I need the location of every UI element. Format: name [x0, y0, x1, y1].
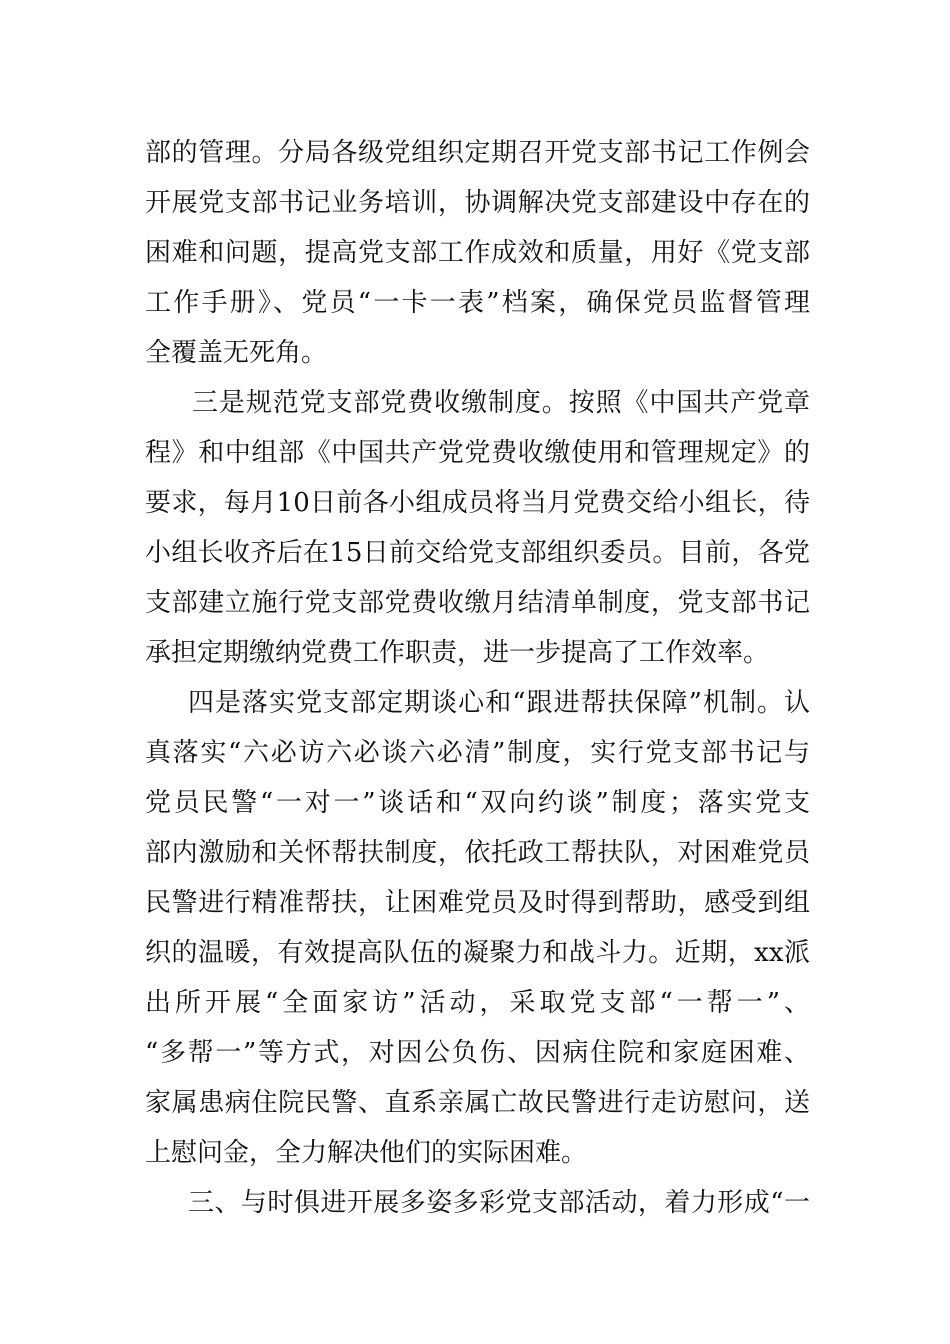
paragraph-start-line: 三是规范党支部党费收缴制度。按照《中国共产党章 — [192, 388, 810, 418]
text-line: 工作手册》、党员“一卡一表”档案，确保党员监督管理 — [145, 288, 810, 318]
text-line: 出所开展“全面家访”活动，采取党支部“一帮一”、 — [145, 988, 810, 1018]
text-line: 小组长收齐后在15日前交给党支部组织委员。目前，各党 — [145, 538, 810, 568]
text-line: 家属患病住院民警、直系亲属亡故民警进行走访慰问，送 — [145, 1088, 810, 1118]
paragraph-start-line: 四是落实党支部定期谈心和“跟进帮扶保障”机制。认 — [188, 688, 810, 718]
text-line: 支部建立施行党支部党费收缴月结清单制度，党支部书记 — [145, 588, 810, 618]
text-line: 部内激励和关怀帮扶制度，依托政工帮扶队，对困难党员 — [145, 838, 810, 868]
text-line: 程》和中组部《中国共产党党费收缴使用和管理规定》的 — [145, 438, 810, 468]
section-heading-line: 三、与时俱进开展多姿多彩党支部活动，着力形成“一 — [188, 1188, 810, 1218]
text-line: 全覆盖无死角。 — [145, 338, 328, 368]
text-line: 民警进行精准帮扶，让困难党员及时得到帮助，感受到组 — [145, 888, 810, 918]
text-line: 党员民警“一对一”谈话和“双向约谈”制度；落实党支 — [145, 788, 810, 818]
text-line: 织的温暖，有效提高队伍的凝聚力和战斗力。近期，xx派 — [145, 938, 810, 968]
text-line: 承担定期缴纳党费工作职责，进一步提高了工作效率。 — [145, 638, 770, 668]
text-line: 真落实“六必访六必谈六必清”制度，实行党支部书记与 — [145, 738, 810, 768]
text-line: 要求，每月10日前各小组成员将当月党费交给小组长，待 — [145, 488, 810, 518]
text-line: 部的管理。分局各级党组织定期召开党支部书记工作例会 — [145, 138, 810, 168]
text-line: 开展党支部书记业务培训，协调解决党支部建设中存在的 — [145, 188, 810, 218]
text-line: “多帮一”等方式，对因公负伤、因病住院和家庭困难、 — [145, 1038, 810, 1068]
text-line: 上慰问金，全力解决他们的实际困难。 — [145, 1138, 588, 1168]
text-line: 困难和问题，提高党支部工作成效和质量，用好《党支部 — [145, 238, 810, 268]
